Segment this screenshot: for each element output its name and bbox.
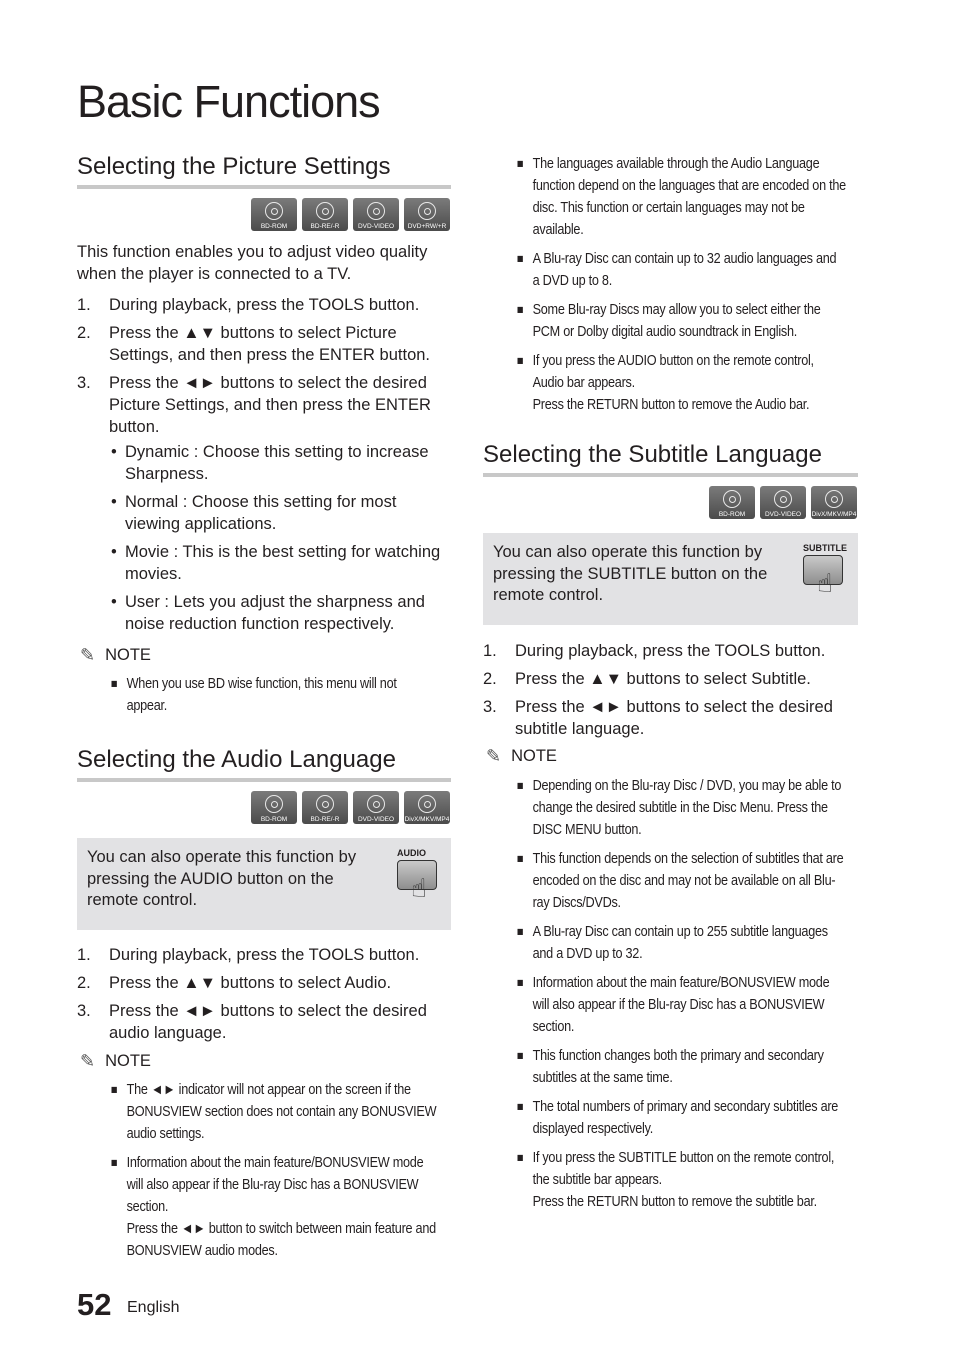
step-number: 3. — [77, 374, 91, 392]
note-item: ■ A Blu-ray Disc can contain up to 32 audio languages and a DVD up to 8. — [515, 248, 846, 292]
page-language: English — [127, 1299, 180, 1316]
step-text: During playback, press the TOOLS button. — [515, 642, 826, 660]
subtitle-remote-button — [803, 543, 853, 613]
note-item: ■ Some Blu-ray Discs may allow you to select either the PCM or Dolby digital audio soundtrack in English. — [515, 299, 846, 343]
disc-icon — [723, 490, 741, 508]
subtitle-tip-text: You can also operate this function by pressing the SUBTITLE button on the remote control. — [493, 543, 768, 604]
note-item: ■ A Blu-ray Disc can contain up to 255 subtitle languages and a DVD up to 32. — [515, 921, 846, 965]
audio-tip-text: You can also operate this function by pressing the AUDIO button on the remote control. — [87, 848, 357, 909]
disc-format-label: BD-RE/-R — [310, 223, 340, 230]
disc-icon — [316, 795, 334, 813]
section-rule — [77, 185, 451, 189]
option-normal: • Normal : Choose this setting for most viewing applications. — [109, 491, 451, 535]
disc-format-label: DVD-VIDEO — [764, 511, 802, 518]
disc-icon — [774, 490, 792, 508]
step-number: 1. — [77, 946, 91, 964]
note-item: ■ Information about the main feature/BONUSVIEW mode will also appear if the Blu-ray Disc has a BONUSVIEW section. Press the ◄► button to switch between main feature and BONUSVIEW audio modes. — [109, 1152, 440, 1262]
audio-tip-box — [77, 838, 451, 930]
disc-format-icon — [302, 198, 348, 231]
option-dynamic: • Dynamic : Choose this setting to increase Sharpness. — [109, 441, 451, 485]
note-item: ■ If you press the SUBTITLE button on the remote control, the subtitle bar appears. Press the RETURN button to remove the subtitle bar. — [515, 1147, 846, 1213]
step-item — [77, 944, 451, 966]
step-number: 3. — [483, 698, 497, 716]
remote-label: SUBTITLE — [803, 543, 847, 553]
disc-icon — [825, 490, 843, 508]
disc-format-label: BD-ROM — [260, 816, 288, 823]
disc-icon — [367, 202, 385, 220]
disc-format-label: BD-RE/-R — [310, 816, 340, 823]
picture-disc-icons — [251, 198, 450, 231]
audio-notes — [109, 1079, 439, 1269]
step-number: 1. — [77, 296, 91, 314]
step-text: Press the ▲▼ buttons to select Subtitle. — [515, 670, 811, 688]
page-title: Basic Functions — [77, 76, 380, 127]
note-item: ■ When you use BD wise function, this menu will not appear. — [109, 673, 440, 717]
disc-icon — [265, 795, 283, 813]
subtitle-tip-box — [483, 533, 858, 625]
picture-intro: This function enables you to adjust video quality when the player is connected to a TV. — [77, 243, 428, 283]
note-item: ■ The ◄► indicator will not appear on the screen if the BONUSVIEW section does not contain any BONUSVIEW audio settings. — [109, 1079, 440, 1145]
disc-icon — [316, 202, 334, 220]
audio-disc-icons — [251, 791, 450, 824]
note-item: ■ The languages available through the Audio Language function depend on the languages that are encoded on the disc. This function or certain languages may not be available. — [515, 153, 846, 241]
note-item: ■ The total numbers of primary and secondary subtitles are displayed respectively. — [515, 1096, 846, 1140]
option-user: • User : Lets you adjust the sharpness and noise reduction function respectively. — [109, 591, 451, 635]
section-rule — [77, 778, 451, 782]
disc-format-icon — [353, 198, 399, 231]
disc-icon — [265, 202, 283, 220]
audio-note-heading — [80, 1051, 151, 1072]
section-rule — [483, 473, 858, 477]
disc-format-label: BD-ROM — [718, 511, 746, 518]
note-label: NOTE — [105, 1052, 151, 1070]
subtitle-section-title: Selecting the Subtitle Language — [483, 441, 822, 468]
subtitle-note-heading — [486, 746, 557, 767]
disc-format-label: BD-ROM — [260, 223, 288, 230]
step-item — [483, 696, 858, 740]
disc-format-label: DVD-VIDEO — [357, 223, 395, 230]
disc-format-label: DivX/MKV/MP4 — [811, 511, 857, 518]
note-item: ■ This function changes both the primary and secondary subtitles at the same time. — [515, 1045, 846, 1089]
disc-format-icon — [353, 791, 399, 824]
disc-format-icon — [760, 486, 806, 519]
audio-notes-continued — [515, 153, 845, 423]
disc-format-label: DivX/MKV/MP4 — [404, 816, 450, 823]
audio-section-title: Selecting the Audio Language — [77, 746, 396, 773]
picture-section-title: Selecting the Picture Settings — [77, 153, 391, 180]
audio-steps — [77, 944, 451, 1050]
subtitle-disc-icons — [709, 486, 857, 519]
picture-options — [109, 441, 451, 635]
note-item: ■ Depending on the Blu-ray Disc / DVD, you may be able to change the desired subtitle in the Disc Menu. Press the DISC MENU button. — [515, 775, 846, 841]
audio-remote-button — [397, 848, 442, 918]
subtitle-notes — [515, 775, 845, 1220]
step-text: Press the ▲▼ buttons to select Audio. — [109, 974, 392, 992]
disc-format-icon — [404, 198, 450, 231]
step-text: Press the ◄► buttons to select the desired Picture Settings, and then press the ENTER button. — [109, 374, 431, 436]
step-item — [77, 322, 451, 366]
disc-format-label: DVD-VIDEO — [357, 816, 395, 823]
picture-steps — [77, 294, 451, 641]
step-item — [77, 972, 451, 994]
step-number: 2. — [77, 974, 91, 992]
step-item — [77, 372, 451, 635]
note-item: ■ Information about the main feature/BONUSVIEW mode will also appear if the Blu-ray Disc has a BONUSVIEW section. — [515, 972, 846, 1038]
hand-pointer-icon: ☝ — [411, 874, 427, 904]
step-item — [483, 640, 858, 662]
subtitle-steps — [483, 640, 858, 746]
disc-icon — [367, 795, 385, 813]
step-text: During playback, press the TOOLS button. — [109, 296, 420, 314]
page-number: 52 — [77, 1287, 112, 1322]
disc-format-icon — [811, 486, 857, 519]
note-item: ■ If you press the AUDIO button on the remote control, Audio bar appears. Press the RETURN button to remove the Audio bar. — [515, 350, 846, 416]
pencil-icon: ✎ — [80, 1051, 96, 1072]
disc-format-icon — [709, 486, 755, 519]
pencil-icon: ✎ — [80, 645, 96, 666]
disc-icon — [418, 202, 436, 220]
step-text: Press the ◄► buttons to select the desired audio language. — [109, 1002, 427, 1042]
option-movie: • Movie : This is the best setting for watching movies. — [109, 541, 451, 585]
step-number: 2. — [483, 670, 497, 688]
pencil-icon: ✎ — [486, 746, 502, 767]
picture-notes — [109, 673, 439, 724]
step-item — [77, 1000, 451, 1044]
step-text: During playback, press the TOOLS button. — [109, 946, 420, 964]
step-number: 3. — [77, 1002, 91, 1020]
disc-format-label: DVD+RW/+R — [407, 223, 447, 230]
step-number: 1. — [483, 642, 497, 660]
hand-pointer-icon: ☝ — [817, 569, 833, 599]
remote-label: AUDIO — [397, 848, 426, 858]
step-number: 2. — [77, 324, 91, 342]
step-text: Press the ▲▼ buttons to select Picture Settings, and then press the ENTER button. — [109, 324, 431, 364]
note-label: NOTE — [511, 747, 557, 765]
disc-icon — [418, 795, 436, 813]
step-item — [483, 668, 858, 690]
disc-format-icon — [251, 791, 297, 824]
disc-format-icon — [404, 791, 450, 824]
note-item: ■ This function depends on the selection of subtitles that are encoded on the disc and may not be available on all Blu-ray Discs/DVDs. — [515, 848, 846, 914]
step-text: Press the ◄► buttons to select the desired subtitle language. — [515, 698, 833, 738]
step-item — [77, 294, 451, 316]
note-label: NOTE — [105, 646, 151, 664]
picture-note-heading — [80, 645, 151, 666]
disc-format-icon — [251, 198, 297, 231]
disc-format-icon — [302, 791, 348, 824]
